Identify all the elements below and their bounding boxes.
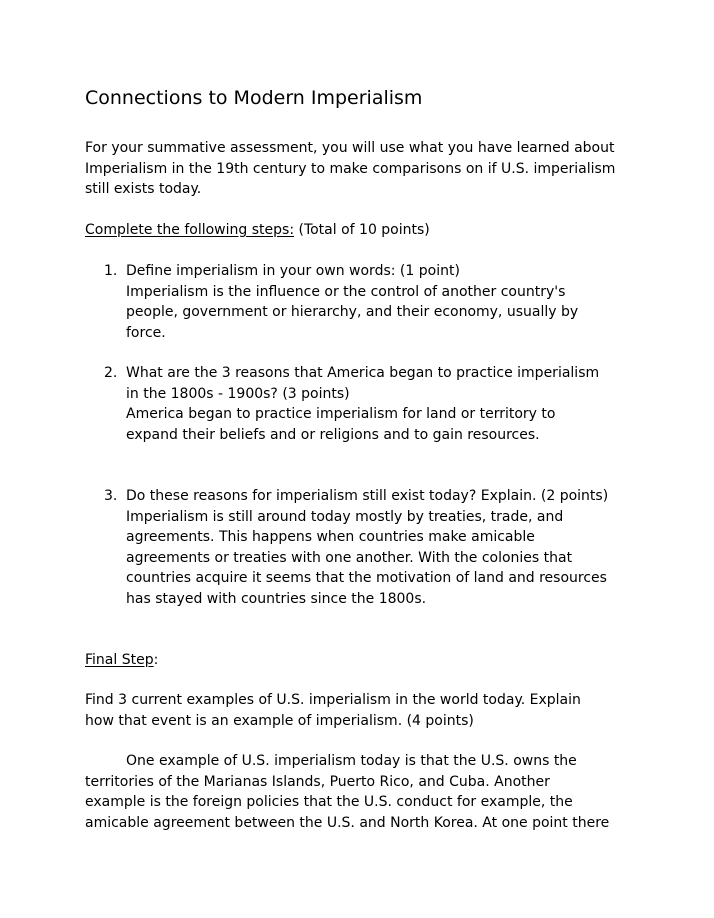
final-step-colon: : (153, 652, 159, 668)
answer-line: territories of the Marianas Islands, Puerto Rico, and Cuba. Another (85, 773, 550, 790)
question-line: Do these reasons for imperialism still exist today? Explain. (2 points) (126, 488, 609, 504)
final-step-heading (85, 650, 645, 671)
intro-line: still exists today. (85, 181, 202, 197)
intro-paragraph (85, 138, 645, 200)
answer-line: force. (126, 324, 166, 341)
answer-line: expand their beliefs and or religions and to gain resources. (126, 426, 540, 443)
answer-line: One example of U.S. imperialism today is that the U.S. owns the (126, 753, 577, 769)
answer-line: people, government or hierarchy, and their economy, usually by (126, 304, 579, 320)
final-prompt-line: Find 3 current examples of U.S. imperialism in the world today. Explain (85, 692, 581, 708)
answer-line: agreements. This happens when countries make amicable (126, 529, 535, 545)
question-line: Define imperialism in your own words: (1 point) (126, 263, 460, 279)
list-item-body (126, 261, 646, 343)
final-prompt (85, 690, 645, 731)
steps-heading-points: (Total of 10 points) (294, 222, 430, 238)
answer-line: example is the foreign policies that the U.S. conduct for example, the (85, 794, 573, 810)
answer-paragraph (85, 751, 645, 833)
question-line: What are the 3 reasons that America began to practice imperialism (126, 365, 600, 381)
intro-line: Imperialism in the 19th century to make comparisons on if U.S. imperialism (85, 160, 616, 177)
answer-line: America began to practice imperialism for land or territory to (126, 406, 556, 422)
answer-line: Imperialism is the influence or the control of another country's (126, 283, 566, 300)
list-item-number: 3. (104, 488, 118, 504)
intro-line: For your summative assessment, you will use what you have learned about (85, 140, 615, 156)
answer-line: amicable agreement between the U.S. and North Korea. At one point there (85, 814, 610, 831)
final-step-underlined: Final Step (85, 652, 154, 668)
answer-line: agreements or treaties with one another. With the colonies that (126, 549, 573, 566)
answer-line: Imperialism is still around today mostly by treaties, trade, and (126, 508, 564, 525)
steps-heading-underlined: Complete the following steps: (85, 222, 295, 238)
steps-heading (85, 220, 645, 241)
list-item-number: 1. (104, 263, 118, 279)
question-line: in the 1800s - 1900s? (3 points) (126, 385, 350, 402)
document-title: Connections to Modern Imperialism (85, 87, 423, 109)
list-item-body (126, 486, 646, 609)
list-item-body (126, 363, 646, 445)
list-item-number: 2. (104, 365, 118, 381)
answer-line: countries acquire it seems that the motivation of land and resources (126, 570, 607, 586)
final-prompt-line: how that event is an example of imperialism. (4 points) (85, 712, 474, 729)
answer-line: has stayed with countries since the 1800s. (126, 590, 427, 607)
